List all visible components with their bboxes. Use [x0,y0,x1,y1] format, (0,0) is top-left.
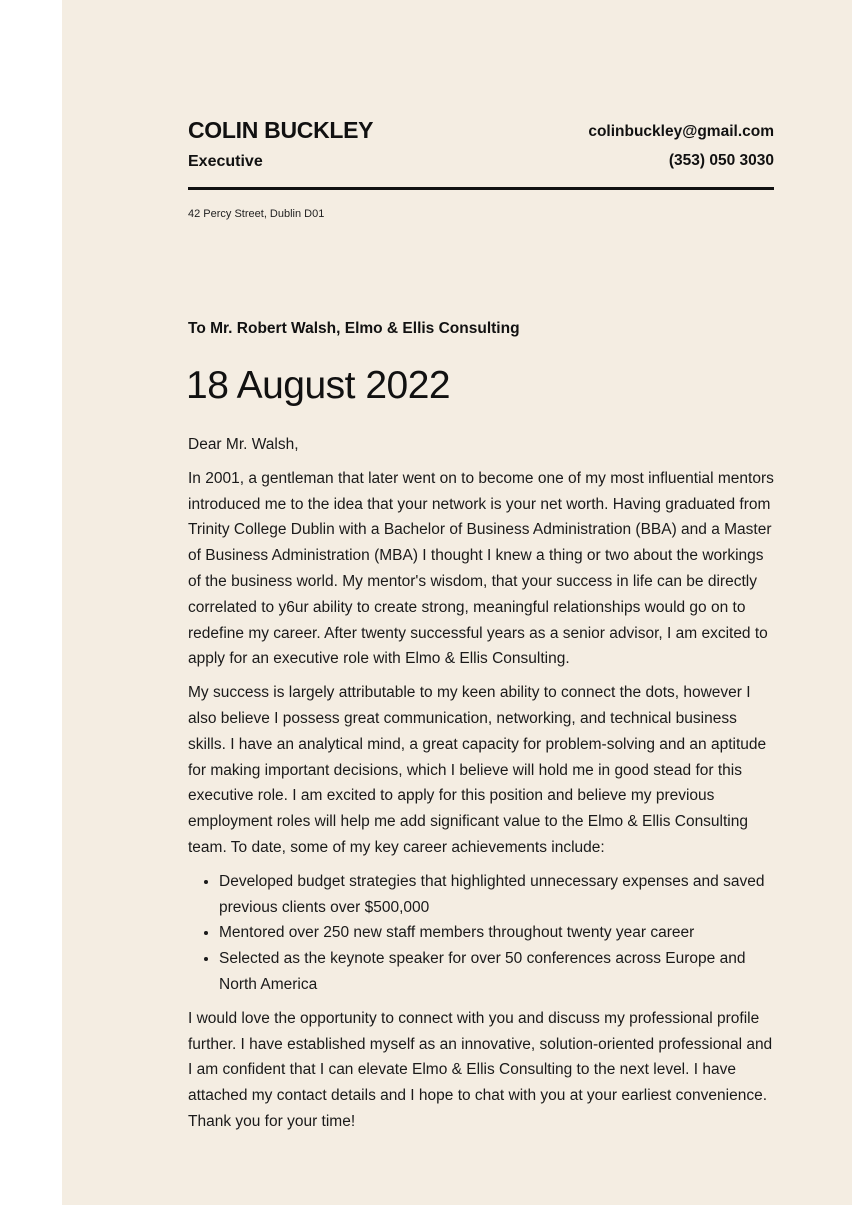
body-paragraph: My success is largely attributable to my keen ability to connect the dots, however I also believe I possess great communication, networking, and technical business skills. I have an analytical mind, a great capacity for problem-solving and an aptitude for making important decisions, which I believe will hold me in good stead for this executive role. I am excited to apply for this position and believe my previous employment roles will help me add significant value to the Elmo & Ellis Consulting team. To date, some of my key career achievements include: [188,684,767,856]
sender-name: COLIN BUCKLEY [188,117,374,143]
letter-body [188,432,778,1143]
achievement-item: • Mentored over 250 new staff members throughout twenty year career [219,920,778,946]
salutation: Dear Mr. Walsh, [188,436,299,453]
sender-title: Executive [188,153,263,170]
achievements-list [188,869,778,998]
achievement-item: • Developed budget strategies that highlighted unnecessary expenses and saved previous clients over $500,000 [219,869,778,921]
closing-paragraph: I would love the opportunity to connect with you and discuss my professional profile further. I have established myself as an innovative, solution-oriented professional and I am confident that I can elevate Elmo & Ellis Consulting to the next level. I have attached my contact details and I hope to chat with you at your earliest convenience. Thank you for your time! [188,1009,773,1130]
body-paragraph: In 2001, a gentleman that later went on to become one of my most influential mentors introduced me to the idea that your network is your net worth. Having graduated from Trinity College Dublin with a Bachelor of Business Administration (BBA) and a Master of Business Administration (MBA) I thought I knew a thing or two about the workings of the business world. My mentor's wisdom, that your success in life can be directly correlated to y6ur ability to create strong, meaningful relationships would go on to redefine my career. After twenty successful years as a senior advisor, I am excited to apply for an executive role with Elmo & Ellis Consulting. [188,469,774,668]
sender-email: colinbuckley@gmail.com [588,123,774,140]
letter-header [188,116,774,188]
sender-phone: (353) 050 3030 [668,152,774,169]
header-block [188,116,774,188]
contact-block [588,122,774,171]
letter-date: 18 August 2022 [186,364,451,407]
achievement-item: • Selected as the keynote speaker for over 50 conferences across Europe and North America [219,946,778,998]
letter-page [62,0,852,1205]
header-divider [188,187,774,190]
recipient-line: To Mr. Robert Walsh, Elmo & Ellis Consulting [188,320,520,337]
sender-address: 42 Percy Street, Dublin D01 [188,208,325,220]
